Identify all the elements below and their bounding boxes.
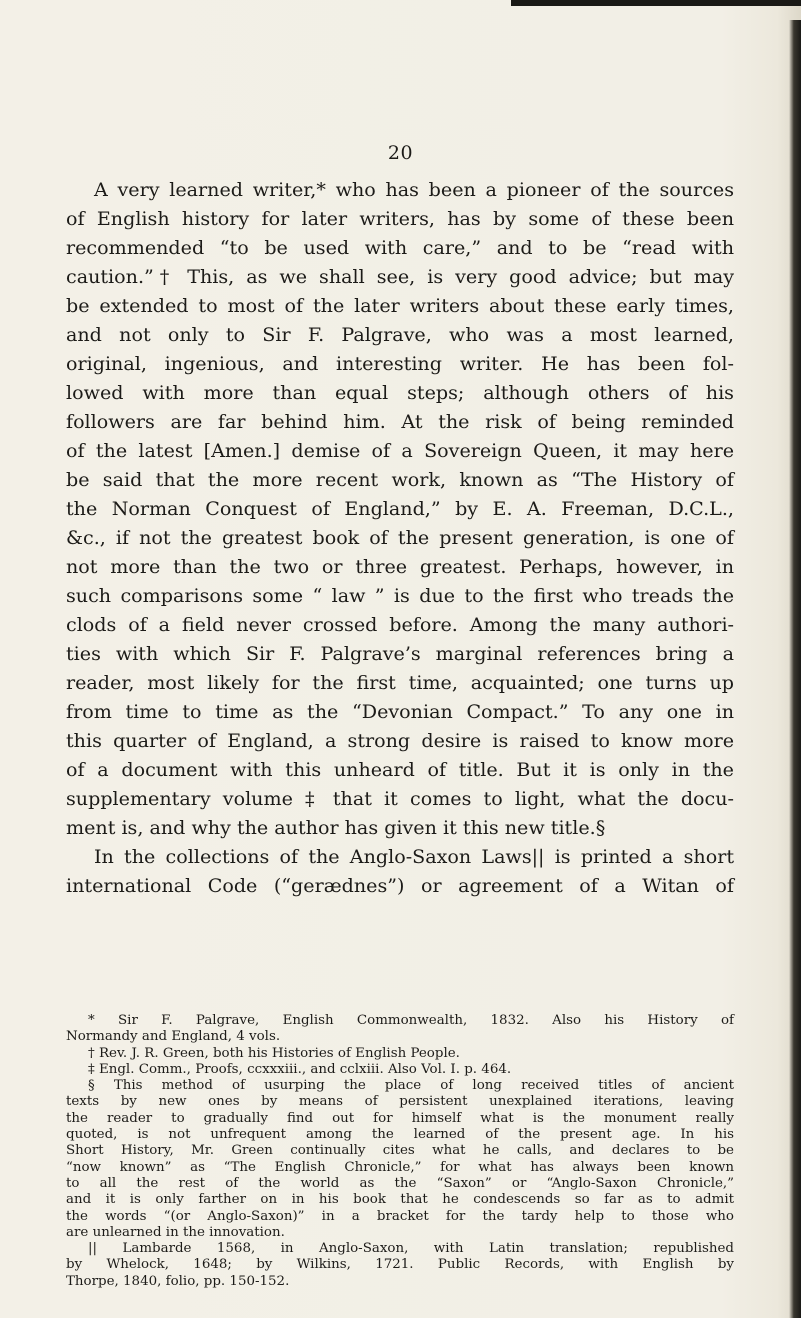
footnote-line: “now known” as “The English Chronicle,” for what has always been known bbox=[66, 1159, 734, 1175]
footnote-line: and it is only farther on in his book that he condescends so far as to admit bbox=[66, 1192, 734, 1208]
body-line: &c., if not the greatest book of the present generation, is one of bbox=[66, 526, 734, 549]
body-line: of the latest [Amen.] demise of a Sovereign Queen, it may here bbox=[66, 439, 734, 462]
footnote-line: to all the rest of the world as the “Saxon” or “Anglo-Saxon Chronicle,” bbox=[66, 1175, 734, 1191]
body-line: ment is, and why the author has given it this new title.§ bbox=[66, 816, 606, 839]
body-line: be said that the more recent work, known as “The History of bbox=[66, 468, 734, 491]
page-right-edge-shadow bbox=[789, 20, 801, 1318]
body-line: recommended “to be used with care,” and to be “read with bbox=[66, 236, 734, 259]
footnote-line: by Whelock, 1648; by Wilkins, 1721. Public Records, with English by bbox=[66, 1257, 734, 1273]
body-line: caution.”† This, as we shall see, is very good advice; but may bbox=[66, 265, 734, 288]
body-line: be extended to most of the later writers about these early times, bbox=[66, 294, 734, 317]
footnote-line: * Sir F. Palgrave, English Commonwealth, 1832. Also his History of bbox=[88, 1013, 734, 1028]
footnotes bbox=[66, 1013, 734, 1290]
body-line: followers are far behind him. At the risk of being reminded bbox=[66, 410, 734, 433]
body-line: of a document with this unheard of title. But it is only in the bbox=[66, 758, 734, 781]
body-line: supplementary volume ‡ that it comes to light, what the docu- bbox=[66, 787, 734, 810]
footnote-line: quoted, is not unfrequent among the learned of the present age. In his bbox=[66, 1127, 734, 1143]
body-line: not more than the two or three greatest. Perhaps, however, in bbox=[66, 555, 734, 578]
footnote-line: Thorpe, 1840, folio, pp. 150-152. bbox=[66, 1273, 290, 1289]
body-text bbox=[66, 175, 734, 900]
footnote-line: || Lambarde 1568, in Anglo-Saxon, with Latin translation; republished bbox=[88, 1241, 734, 1257]
body-line: and not only to Sir F. Palgrave, who was a most learned, bbox=[66, 323, 734, 346]
page-number: 20 bbox=[387, 142, 414, 164]
footnote-line: ‡ Engl. Comm., Proofs, ccxxxiii., and cclxiii. Also Vol. I. p. 464. bbox=[88, 1061, 512, 1077]
footnote-line: are unlearned in the innovation. bbox=[66, 1224, 285, 1240]
body-line: such comparisons some “ law ” is due to the first who treads the bbox=[66, 584, 734, 607]
body-line: clods of a field never crossed before. Among the many authori- bbox=[66, 613, 734, 636]
footnote-line: the reader to gradually find out for himself what is the monument really bbox=[66, 1110, 734, 1126]
body-line: international Code (“gerædnes”) or agreement of a Witan of bbox=[66, 874, 734, 897]
footnote-line: Normandy and England, 4 vols. bbox=[66, 1029, 281, 1045]
body-line: ties with which Sir F. Palgrave’s marginal references bring a bbox=[66, 642, 734, 665]
body-line: this quarter of England, a strong desire is raised to know more bbox=[66, 729, 734, 752]
footnote-line: Short History, Mr. Green continually cites what he calls, and declares to be bbox=[66, 1143, 734, 1159]
body-line: original, ingenious, and interesting writer. He has been fol- bbox=[66, 352, 734, 375]
page-top-edge bbox=[511, 0, 801, 6]
body-line: the Norman Conquest of England,” by E. A. Freeman, D.C.L., bbox=[66, 497, 734, 520]
body-line: from time to time as the “Devonian Compact.” To any one in bbox=[66, 700, 734, 723]
footnote-line: † Rev. J. R. Green, both his Histories of English People. bbox=[88, 1045, 460, 1061]
body-line: reader, most likely for the first time, acquainted; one turns up bbox=[66, 671, 734, 694]
body-line: A very learned writer,* who has been a pioneer of the sources bbox=[94, 178, 734, 201]
footnote-line: the words “(or Anglo-Saxon)” in a bracket for the tardy help to those who bbox=[66, 1208, 734, 1224]
footnote-line: § This method of usurping the place of long received titles of ancient bbox=[88, 1078, 734, 1094]
footnote-line: texts by new ones by means of persistent unexplained iterations, leaving bbox=[66, 1094, 734, 1110]
body-line: In the collections of the Anglo-Saxon Laws|| is printed a short bbox=[94, 845, 734, 868]
body-line: of English history for later writers, has by some of these been bbox=[66, 207, 734, 230]
body-line: lowed with more than equal steps; although others of his bbox=[66, 381, 734, 404]
